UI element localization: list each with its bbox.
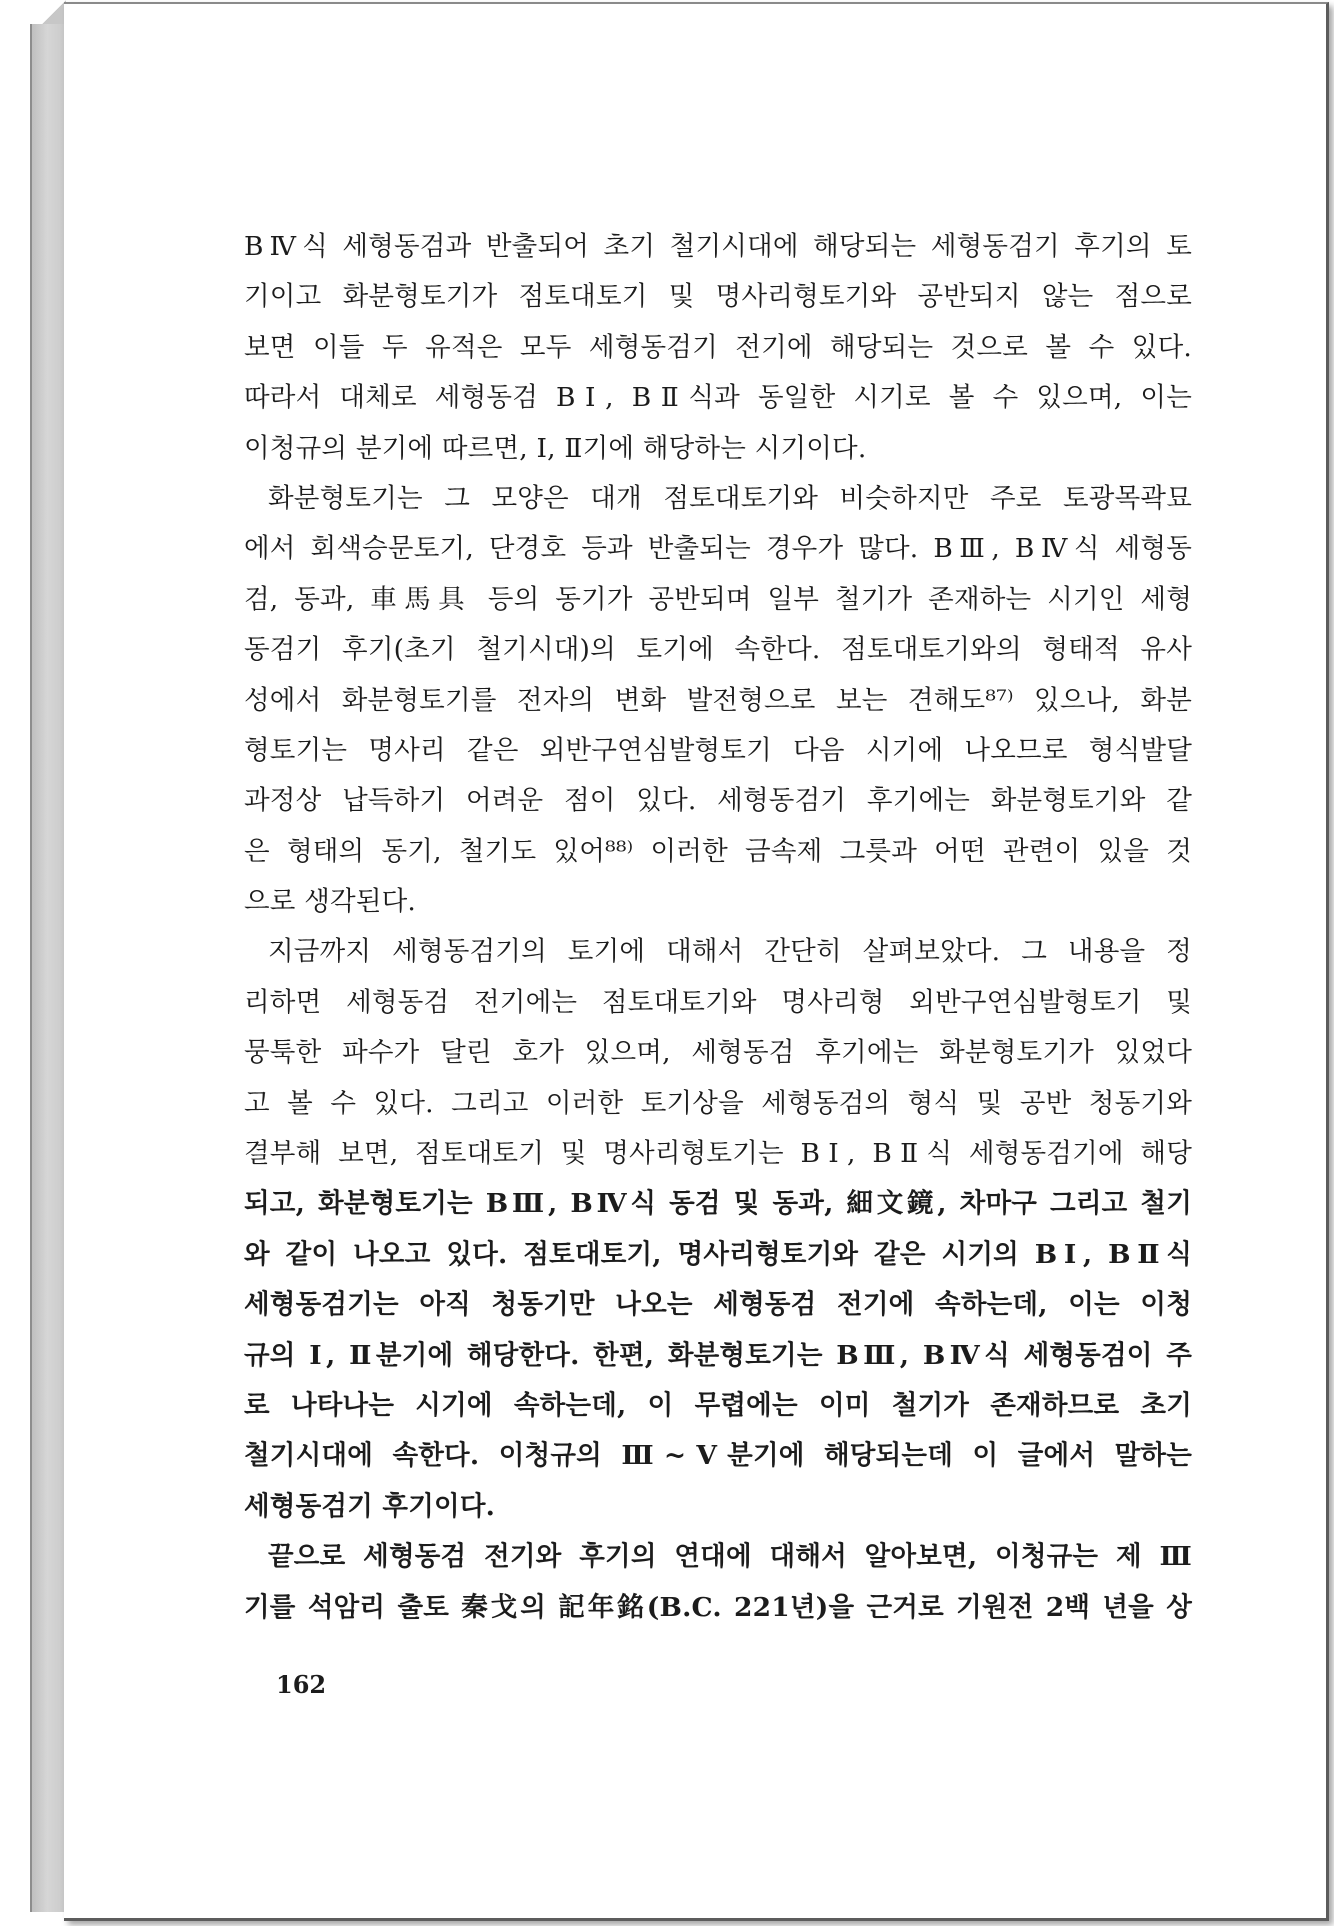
- text-line: 세형동검기는 아직 청동기만 나오는 세형동검 전기에 속하는데, 이는 이청: [244, 1289, 1192, 1321]
- text-line: 뭉툭한 파수가 달린 호가 있으며, 세형동검 후기에는 화분형토기가 있었다: [244, 1037, 1192, 1069]
- text-line: BⅣ식 세형동검과 반출되어 초기 철기시대에 해당되는 세형동검기 후기의 토: [244, 231, 1192, 262]
- text-line: 끝으로 세형동검 전기와 후기의 연대에 대해서 알아보면, 이청규는 제 Ⅲ: [268, 1541, 1192, 1573]
- text-line: 과정상 납득하기 어려운 점이 있다. 세형동검기 후기에는 화분형토기와 같: [244, 785, 1192, 817]
- text-line: 철기시대에 속한다. 이청규의 Ⅲ~Ⅴ분기에 해당되는데 이 글에서 말하는: [244, 1440, 1192, 1472]
- text-line: 따라서 대체로 세형동검 BⅠ, BⅡ식과 동일한 시기로 볼 수 있으며, 이는: [244, 382, 1192, 414]
- text-line: 로 나타나는 시기에 속하는데, 이 무렵에는 이미 철기가 존재하므로 초기: [244, 1389, 1192, 1421]
- text-line: 보면 이들 두 유적은 모두 세형동검기 전기에 해당되는 것으로 볼 수 있다.: [244, 331, 1192, 363]
- text-line: 에서 회색승문토기, 단경호 등과 반출되는 경우가 많다. BⅢ, BⅣ식 세형동: [244, 533, 1192, 565]
- text-line: 결부해 보면, 점토대토기 및 명사리형토기는 BⅠ, BⅡ식 세형동검기에 해당: [244, 1138, 1192, 1170]
- text-line: 세형동검기 후기이다.: [244, 1490, 496, 1522]
- text-line: 검, 동과, 車馬具 등의 동기가 공반되며 일부 철기가 존재하는 시기인 세형: [244, 583, 1192, 615]
- text-line: 와 같이 나오고 있다. 점토대토기, 명사리형토기와 같은 시기의 BⅠ, BⅡ식: [244, 1238, 1192, 1270]
- page-number: 162: [276, 1670, 327, 1699]
- text-line: 동검기 후기(초기 철기시대)의 토기에 속한다. 점토대토기와의 형태적 유사: [244, 634, 1192, 666]
- page-stack-edge: [30, 24, 66, 1912]
- text-line: 리하면 세형동검 전기에는 점토대토기와 명사리형 외반구연심발형토기 및: [244, 986, 1192, 1018]
- text-line: 기를 석암리 출토 秦戈의 記年銘(B.C. 221년)을 근거로 기원전 2백 년을 상: [244, 1591, 1192, 1623]
- text-line: 화분형토기는 그 모양은 대개 점토대토기와 비슷하지만 주로 토광목곽묘: [268, 482, 1192, 514]
- text-line: 규의 Ⅰ, Ⅱ분기에 해당한다. 한편, 화분형토기는 BⅢ, BⅣ식 세형동검이 주: [244, 1339, 1192, 1371]
- body-text: [244, 222, 1192, 1633]
- text-line: 으로 생각된다.: [244, 886, 417, 918]
- text-line: 기이고 화분형토기가 점토대토기 및 명사리형토기와 공반되지 않는 점으로: [244, 281, 1192, 313]
- text-line: 고 볼 수 있다. 그리고 이러한 토기상을 세형동검의 형식 및 공반 청동기와: [244, 1087, 1192, 1119]
- text-line: 이청규의 분기에 따르면, Ⅰ, Ⅱ기에 해당하는 시기이다.: [244, 432, 867, 464]
- text-line: 은 형태의 동기, 철기도 있어⁸⁸⁾ 이러한 금속제 그릇과 어떤 관련이 있을 것: [244, 835, 1192, 867]
- text-line: 형토기는 명사리 같은 외반구연심발형토기 다음 시기에 나오므로 형식발달: [244, 734, 1192, 766]
- text-line: 성에서 화분형토기를 전자의 변화 발전형으로 보는 견해도⁸⁷⁾ 있으나, 화분: [244, 684, 1192, 716]
- text-line: 되고, 화분형토기는 BⅢ, BⅣ식 동검 및 동과, 細文鏡, 차마구 그리고 철기: [244, 1188, 1192, 1220]
- text-line: 지금까지 세형동검기의 토기에 대해서 간단히 살펴보았다. 그 내용을 정: [268, 936, 1192, 968]
